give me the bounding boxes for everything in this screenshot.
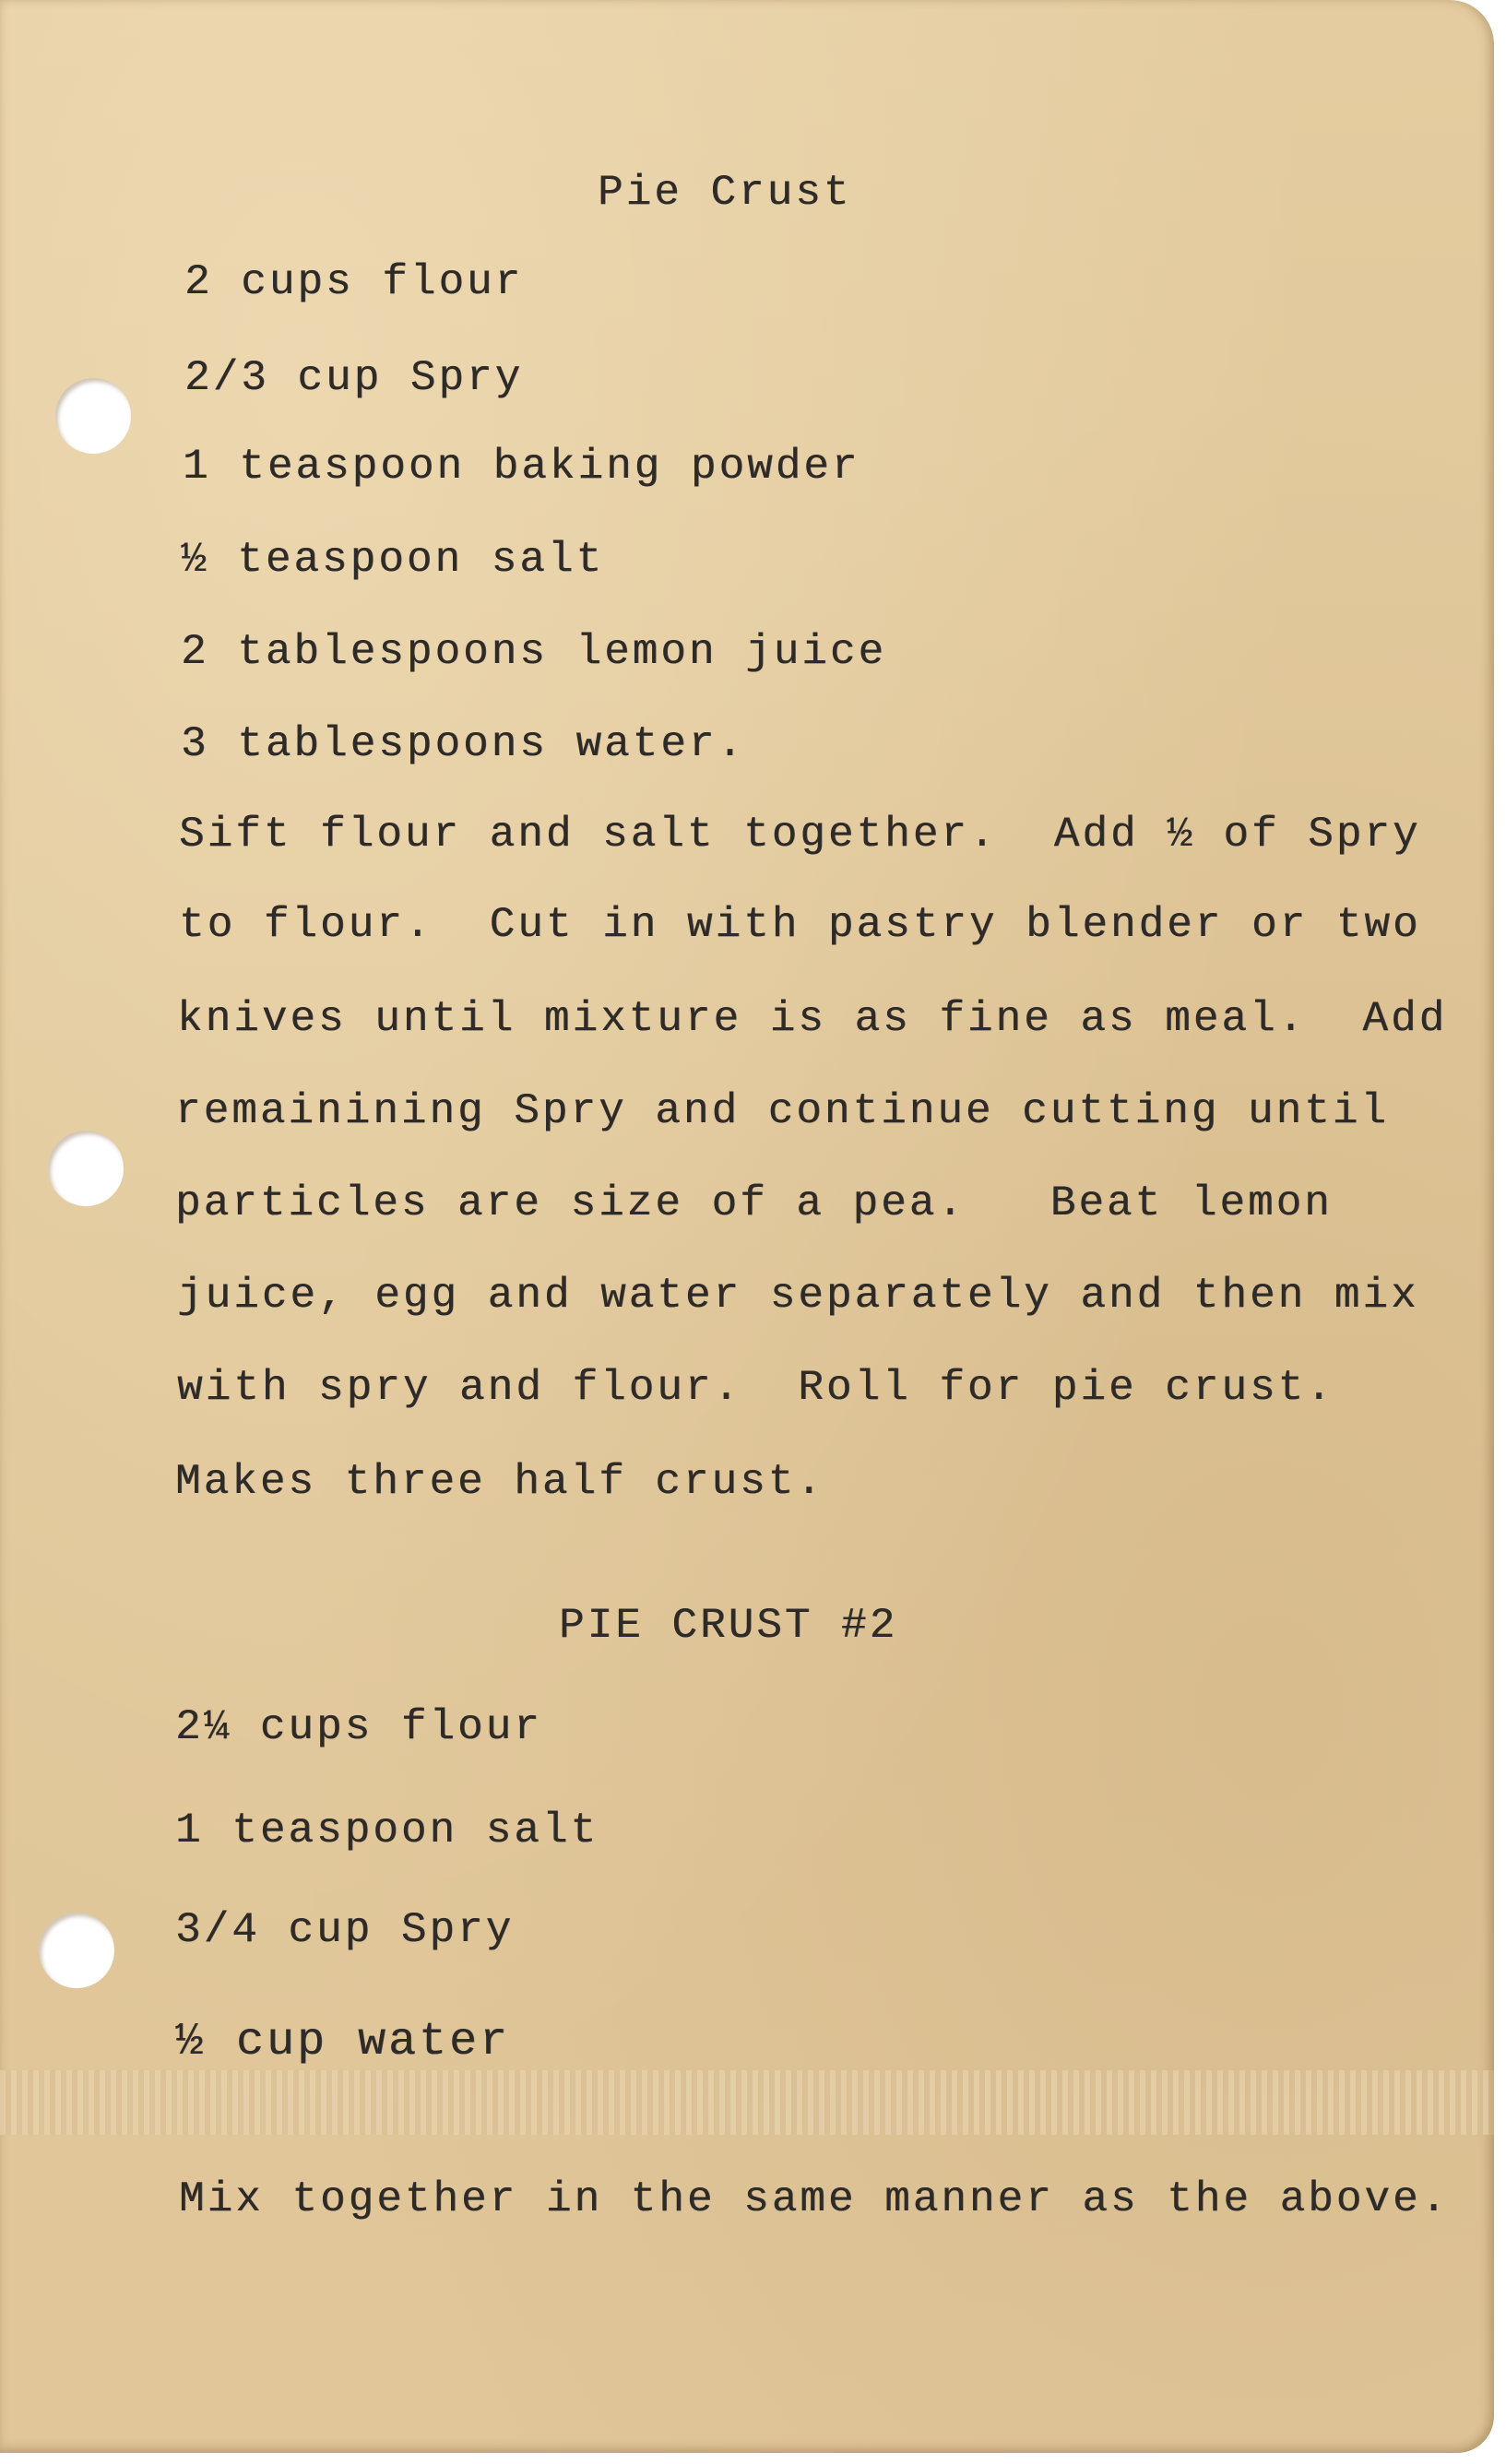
direction-line: juice, egg and water separately and then mix bbox=[177, 1272, 1419, 1320]
direction-line: Makes three half crust. bbox=[175, 1458, 824, 1506]
direction-line: Sift flour and salt together. Add ½ of Spry bbox=[179, 811, 1421, 859]
ingredient-line: 2 cups flour bbox=[184, 258, 524, 306]
ingredient-line: ½ cup water bbox=[175, 2016, 511, 2068]
ingredient-line: 2 tablespoons lemon juice bbox=[181, 628, 887, 676]
binder-hole-bottom bbox=[39, 1913, 114, 1988]
ingredient-line: 1 teaspoon baking powder bbox=[183, 443, 860, 491]
ingredient-line: ½ teaspoon salt bbox=[181, 536, 605, 584]
ingredient-line: 2/3 cup Spry bbox=[184, 354, 524, 402]
direction-line: to flour. Cut in with pastry blender or two bbox=[179, 901, 1421, 949]
direction-line: knives until mixture is as fine as meal. Add bbox=[177, 995, 1448, 1043]
ingredient-line: 3 tablespoons water. bbox=[181, 720, 746, 768]
recipe-title: Pie Crust bbox=[598, 169, 852, 217]
direction-line: Mix together in the same manner as the above. bbox=[179, 2175, 1450, 2223]
direction-line: remainining Spry and continue cutting until bbox=[175, 1087, 1389, 1135]
scan-band bbox=[0, 2070, 1494, 2135]
direction-line: particles are size of a pea. Beat lemon bbox=[175, 1179, 1333, 1227]
binder-hole-top bbox=[55, 378, 131, 454]
ingredient-line: 1 teaspoon salt bbox=[175, 1807, 599, 1854]
recipe-title: PIE CRUST #2 bbox=[559, 1602, 898, 1650]
direction-line: with spry and flour. Roll for pie crust. bbox=[177, 1364, 1334, 1412]
ingredient-line: 3/4 cup Spry bbox=[175, 1906, 515, 1954]
binder-hole-middle bbox=[48, 1131, 124, 1206]
ingredient-line: 2¼ cups flour bbox=[175, 1703, 542, 1751]
